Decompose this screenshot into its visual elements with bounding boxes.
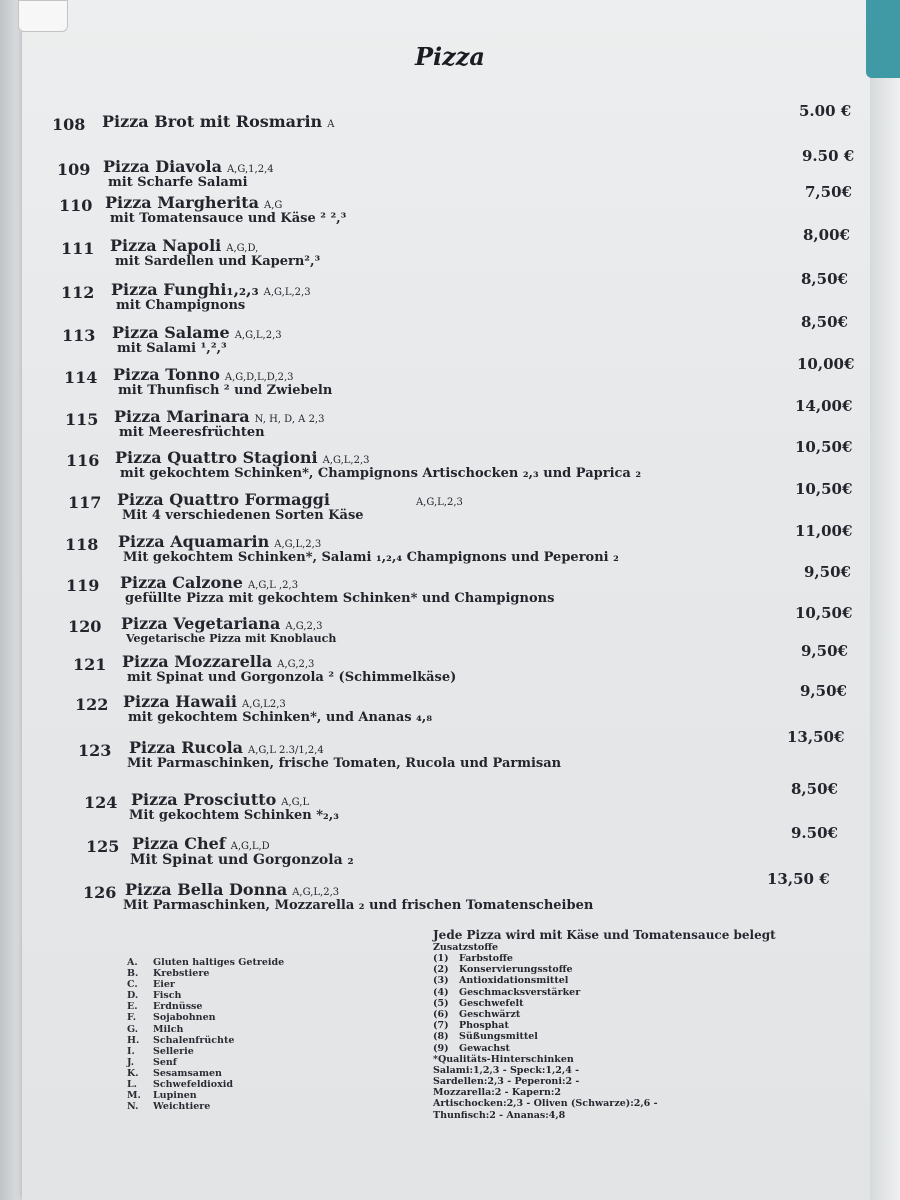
item-price: 8,50€ [791,780,838,798]
item-name-line [132,834,270,853]
item-allergen-codes: A,G,L ,2,3 [247,580,299,591]
item-price: 5.00 € [799,102,852,120]
item-name: Pizza Margherita [105,193,259,212]
item-allergen-codes: A,G,L,2,3 [415,497,463,508]
allergen-row [127,968,284,979]
item-price: 9,50€ [804,563,851,581]
item-name: Pizza Salame [112,323,230,342]
allergen-key: K. [127,1067,139,1079]
item-allergen-codes: A,G,L,2,3 [322,455,370,466]
item-description: mit Salami ¹,²,³ [117,341,227,356]
frame-right-edge [870,0,900,1200]
item-number: 125 [86,837,120,856]
item-name: Pizza Mozzarella [122,652,273,671]
item-name-line [115,448,370,467]
paper-clip [18,0,68,32]
item-name: Pizza Quattro Stagioni [115,448,318,467]
item-allergen-codes: A,G,1,2,4 [226,164,274,175]
item-allergen-codes: A,G,L 2.3/1,2,4 [248,745,324,756]
allergen-row [127,1035,284,1046]
item-price: 8,50€ [801,313,848,331]
item-name: Pizza Vegetariana [121,614,281,633]
item-price: 13,50 € [767,870,830,888]
allergen-row [127,1079,284,1090]
additive-row [433,998,776,1009]
item-number: 118 [65,535,99,554]
item-number: 113 [62,326,96,345]
item-number: 122 [75,695,109,714]
item-price: 8,00€ [803,226,850,244]
item-name-line [105,193,282,212]
item-allergen-codes: A,G,L,2,3 [234,330,282,341]
additive-row [433,1020,776,1031]
notes-subheading: Zusatzstoffe [433,942,499,953]
allergen-key: A. [127,957,138,968]
allergen-key: D. [127,990,139,1002]
item-description: mit Sardellen und Kapern²,³ [115,254,321,269]
allergen-key: M. [127,1090,141,1102]
allergen-label: Sojabohnen [153,1012,216,1024]
item-number: 116 [66,451,100,470]
notes-line: Artischocken:2,3 - Oliven (Schwarze):2,6 - [433,1098,658,1110]
item-name: Pizza Aquamarin [118,532,270,551]
allergen-row [127,990,284,1001]
item-description: Mit Parmaschinken, Mozzarella ₂ und frischen Tomatenscheiben [123,898,594,913]
item-name: Pizza Funghi₁,₂,₃ [111,280,259,299]
allergen-key: H. [127,1034,140,1046]
item-name-line [117,490,463,509]
item-name: Pizza Chef [132,834,226,853]
item-description: Mit gekochtem Schinken *₂,₃ [129,808,339,823]
additive-key: (4) [433,986,449,998]
item-description: Vegetarische Pizza mit Knoblauch [126,632,337,645]
allergen-row [127,1090,284,1101]
item-number: 111 [61,239,95,258]
allergen-label: Schalenfrüchte [153,1034,235,1046]
item-number: 110 [59,196,93,215]
item-name: Pizza Calzone [120,573,243,592]
item-allergen-codes: A,G,L,2,3 [263,287,311,298]
item-name: Pizza Quattro Formaggi [117,490,330,509]
item-name: Pizza Brot mit Rosmarin [102,112,323,131]
additive-row [433,987,776,998]
allergen-key: J. [127,1056,135,1068]
additive-key: (1) [433,953,449,964]
item-number: 115 [65,410,99,429]
allergen-label: Lupinen [153,1090,197,1102]
item-description: Mit gekochtem Schinken*, Salami ₁,₂,₄ Champignons und Peperoni ₂ [123,550,619,565]
allergen-row [127,1012,284,1023]
item-description: mit Champignons [116,298,246,313]
allergen-key: G. [127,1023,139,1035]
item-number: 120 [68,617,102,636]
item-name-line [112,323,282,342]
item-price: 10,00€ [797,355,855,373]
notes-line: Mozzarella:2 - Kapern:2 [433,1087,562,1099]
item-name-line [111,280,311,299]
item-name-line [110,236,258,255]
allergen-legend [127,957,284,1112]
allergen-row [127,1046,284,1057]
allergen-key: E. [127,1001,138,1013]
additive-key: (3) [433,975,449,987]
item-name: Pizza Bella Donna [125,880,288,899]
item-description: gefüllte Pizza mit gekochtem Schinken* und Champignons [125,591,555,606]
item-name-line [118,532,321,551]
notes-line: Salami:1,2,3 - Speck:1,2,4 - [433,1064,580,1076]
item-description: mit gekochtem Schinken*, und Ananas ₄,₈ [128,710,433,725]
item-name: Pizza Prosciutto [131,790,277,809]
allergen-label: Eier [153,979,175,991]
additive-label: Geschwefelt [459,997,524,1009]
item-number: 123 [78,741,112,760]
allergen-label: Fisch [153,990,182,1002]
item-allergen-codes: A,G,L [281,797,310,808]
allergen-label: Sellerie [153,1045,194,1057]
allergen-row [127,957,284,968]
item-number: 114 [64,368,98,387]
additive-label: Phosphat [459,1020,509,1032]
item-allergen-codes: A,G,L,D [230,841,270,852]
item-allergen-codes: A,G,L,2,3 [274,539,322,550]
allergen-label: Milch [153,1023,184,1035]
additive-key: (5) [433,997,449,1009]
item-name: Pizza Tonno [113,365,220,384]
item-description: mit Tomatensauce und Käse ² ²,³ [110,211,347,226]
item-number: 112 [61,283,95,302]
item-number: 117 [68,493,102,512]
item-name-line [123,692,286,711]
item-description: Mit Spinat und Gorgonzola ₂ [130,852,354,868]
allergen-key: L. [127,1079,137,1091]
allergen-label: Weichtiere [153,1101,211,1113]
item-price: 8,50€ [801,270,848,288]
item-allergen-codes: A,G,2,3 [285,621,323,632]
additive-row [433,975,776,986]
notes-line: Thunfisch:2 - Ananas:4,8 [433,1109,566,1121]
additive-row [433,964,776,975]
allergen-row [127,1101,284,1112]
item-price: 10,50€ [795,438,853,456]
allergen-key: C. [127,979,138,991]
additives-notes [433,928,776,1121]
additive-row [433,953,776,964]
allergen-label: Sesamsamen [153,1067,222,1079]
item-number: 108 [52,115,86,134]
item-name-line [102,112,334,131]
additive-label: Gewachst [459,1042,510,1054]
allergen-key: I. [127,1045,135,1057]
item-number: 109 [57,160,91,179]
item-name-line [122,652,314,671]
item-price: 9.50€ [791,824,838,842]
item-description: mit Meeresfrüchten [119,425,265,440]
item-number: 121 [73,655,107,674]
item-description: mit gekochtem Schinken*, Champignons Artischocken ₂,₃ und Paprica ₂ [120,466,642,481]
item-allergen-codes: A,G,2,3 [277,659,315,670]
item-price: 13,50€ [787,728,845,746]
item-price: 11,00€ [795,522,853,540]
allergen-row [127,1001,284,1012]
additive-label: Farbstoffe [459,953,513,964]
item-allergen-codes: A,G,L,2,3 [292,887,340,898]
item-name: Pizza Hawaii [123,692,237,711]
allergen-label: Gluten haltiges Getreide [153,957,285,968]
additive-label: Geschmacksverstärker [459,986,581,998]
item-name-line [131,790,309,809]
additive-key: (2) [433,964,449,976]
notes-extra-lines [433,1054,776,1121]
item-allergen-codes: N, H, D, A 2,3 [254,414,325,425]
item-price: 9,50€ [800,682,847,700]
additive-row [433,1031,776,1042]
additive-label: Konservierungsstoffe [459,964,573,976]
item-name-line [114,407,324,426]
allergen-label: Erdnüsse [153,1001,203,1013]
item-allergen-codes: A,G [264,200,283,211]
item-price: 10,50€ [795,604,853,622]
item-allergen-codes: A,G,L2,3 [242,699,286,710]
item-name: Pizza Marinara [114,407,250,426]
item-description: mit Scharfe Salami [108,175,248,190]
item-price: 7,50€ [805,183,852,201]
item-price: 10,50€ [795,480,853,498]
allergen-key: F. [127,1012,137,1024]
item-name: Pizza Diavola [103,157,222,176]
item-allergen-codes: A,G,D,L,D,2,3 [224,372,294,383]
item-number: 124 [84,793,118,812]
item-description: Mit 4 verschiedenen Sorten Käse [122,508,364,523]
notes-heading: Jede Pizza wird mit Käse und Tomatensauce belegt [433,928,776,942]
item-name-line [129,738,324,757]
allergen-label: Krebstiere [153,968,210,980]
allergen-label: Schwefeldioxid [153,1079,234,1091]
allergen-row [127,979,284,990]
item-allergen-codes: A,G,D, [226,243,259,254]
item-name-line [125,880,339,899]
allergen-row [127,1024,284,1035]
additive-key: (9) [433,1042,449,1054]
additives-list [433,953,776,1054]
additive-label: Antioxidationsmittel [459,975,569,987]
item-name-line [113,365,294,384]
item-name-line [103,157,274,176]
additive-label: Süßungsmittel [459,1031,538,1043]
item-description: mit Spinat und Gorgonzola ² (Schimmelkäse) [127,670,457,685]
frame-left-edge [0,0,22,1200]
item-number: 126 [83,883,117,902]
allergen-key: N. [127,1101,139,1113]
item-number: 119 [66,576,100,595]
item-price: 9,50€ [801,642,848,660]
allergen-label: Senf [153,1056,177,1068]
allergen-row [127,1057,284,1068]
item-name-line [120,573,298,592]
allergen-row [127,1068,284,1079]
item-price: 9.50 € [802,147,855,165]
additive-key: (7) [433,1020,449,1032]
notes-line: *Qualitäts-Hinterschinken [433,1053,574,1065]
additive-label: Geschwärzt [459,1008,521,1020]
item-name-line [121,614,322,633]
additive-key: (8) [433,1031,449,1043]
additive-row [433,1009,776,1020]
page-title: Pizza [415,42,485,71]
item-allergen-codes: A [327,119,335,130]
item-name: Pizza Rucola [129,738,244,757]
item-name: Pizza Napoli [110,236,222,255]
item-price: 14,00€ [795,397,853,415]
item-description: Mit Parmaschinken, frische Tomaten, Rucola und Parmisan [127,756,562,771]
item-description: mit Thunfisch ² und Zwiebeln [118,383,333,398]
additive-row [433,1043,776,1054]
notes-line: Sardellen:2,3 - Peperoni:2 - [433,1076,580,1088]
additive-key: (6) [433,1008,449,1020]
allergen-key: B. [127,968,139,980]
